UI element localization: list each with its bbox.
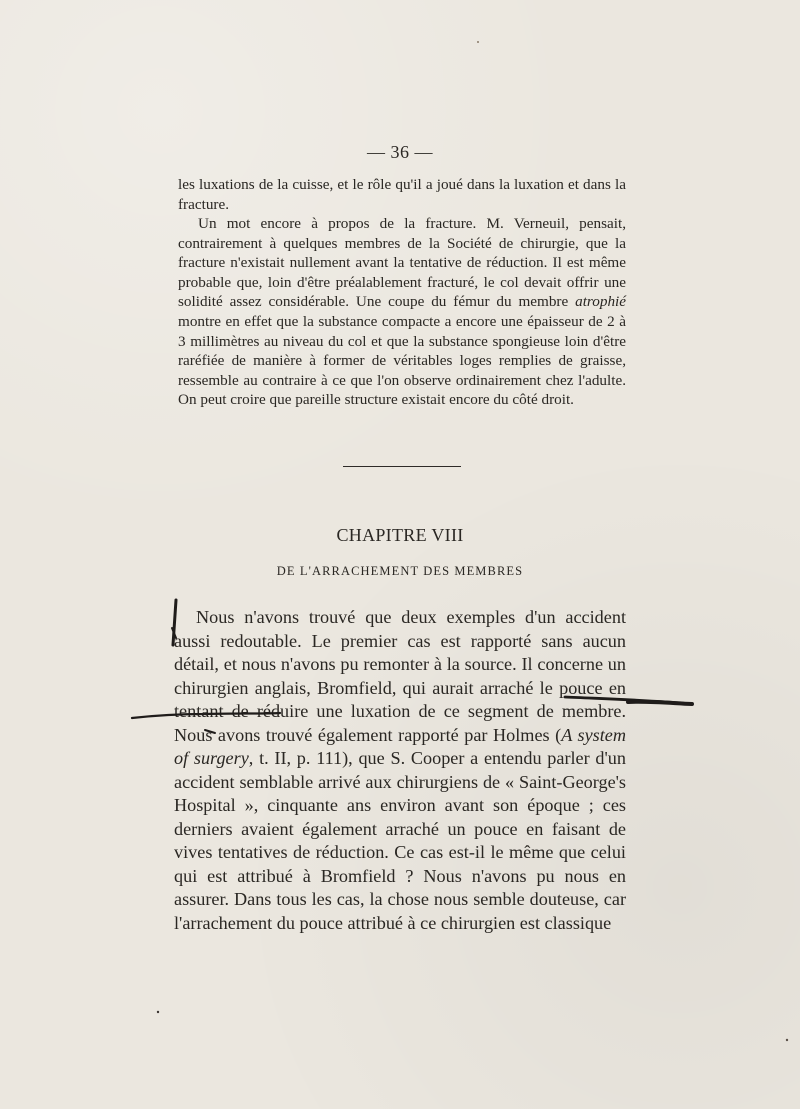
paragraph-arrachement-text-a: Nous n'avons trouvé que deux exemples d'un accident aussi redoutable. Le premier cas est rapporté sans aucun détail, et nous n'avons pu remonter à la source. Il concerne un chirurgien anglais, Bromfield, qui aurait arraché le pouce en tentant de réduire une luxation de ce segment de membre. Nous avons trouvé également rapporté par Holmes ( <box>174 607 626 745</box>
paragraph-arrachement-emphasis: A system of surgery <box>174 724 626 768</box>
paragraph-arrachement-text-b: , t. II, p. 111), que S. Cooper a entendu parler d'un accident semblable arrivé aux chirurgiens de « Saint-George's Hospital », cinquante ans environ avant son époque ; ces derniers avaient également arraché un pouce en faisant de vives tentatives de réduction. Ce cas est-il le même que celui qui est attribué à Bromfield ? Nous n'avons pu nous en assurer. Dans tous les cas, la chose nous semble douteuse, car l'arrachement du pouce attribué à ce chirurgien est classique <box>174 748 626 933</box>
paragraph-fracture-text-b: montre en effet que la substance compacte a encore une épaisseur de 2 à 3 millimètres au niveau du col et que la substance spongieuse loin d'être raréfiée de manière à former de véritables loges remplies de graisse, ressemble au contraire à ce que l'on observe ordinairement chez l'adulte. On peut croire que pareille structure existait encore du côté droit. <box>178 312 626 409</box>
paragraph-fracture-text-a: Un mot encore à propos de la fracture. M. Verneuil, pensait, contrairement à quelques membres de la Société de chirurgie, que la fracture n'existait nullement avant la tentative de réduction. Il est même probable que, loin d'être préalablement fracturé, le col devait offrir une solidité assez considérable. Une coupe du fémur du membre <box>178 215 626 311</box>
paragraph-continuation: les luxations de la cuisse, et le rôle qu'il a joué dans la luxation et dans la fracture. <box>178 176 626 213</box>
ink-speck <box>786 1039 788 1041</box>
chapter-subtitle: DE L'ARRACHEMENT DES MEMBRES <box>276 564 524 578</box>
paragraph-arrachement <box>174 606 626 935</box>
page-number: — 36 — <box>367 142 433 162</box>
ink-speck <box>477 41 479 43</box>
chapter-title: CHAPITRE VIII <box>336 525 464 545</box>
paragraph-fracture-emphasis: atrophié <box>575 293 626 311</box>
paragraph-fracture <box>178 214 626 410</box>
underline-arrache-tail <box>628 702 692 704</box>
ink-speck <box>157 1011 159 1013</box>
section-divider <box>343 466 461 467</box>
